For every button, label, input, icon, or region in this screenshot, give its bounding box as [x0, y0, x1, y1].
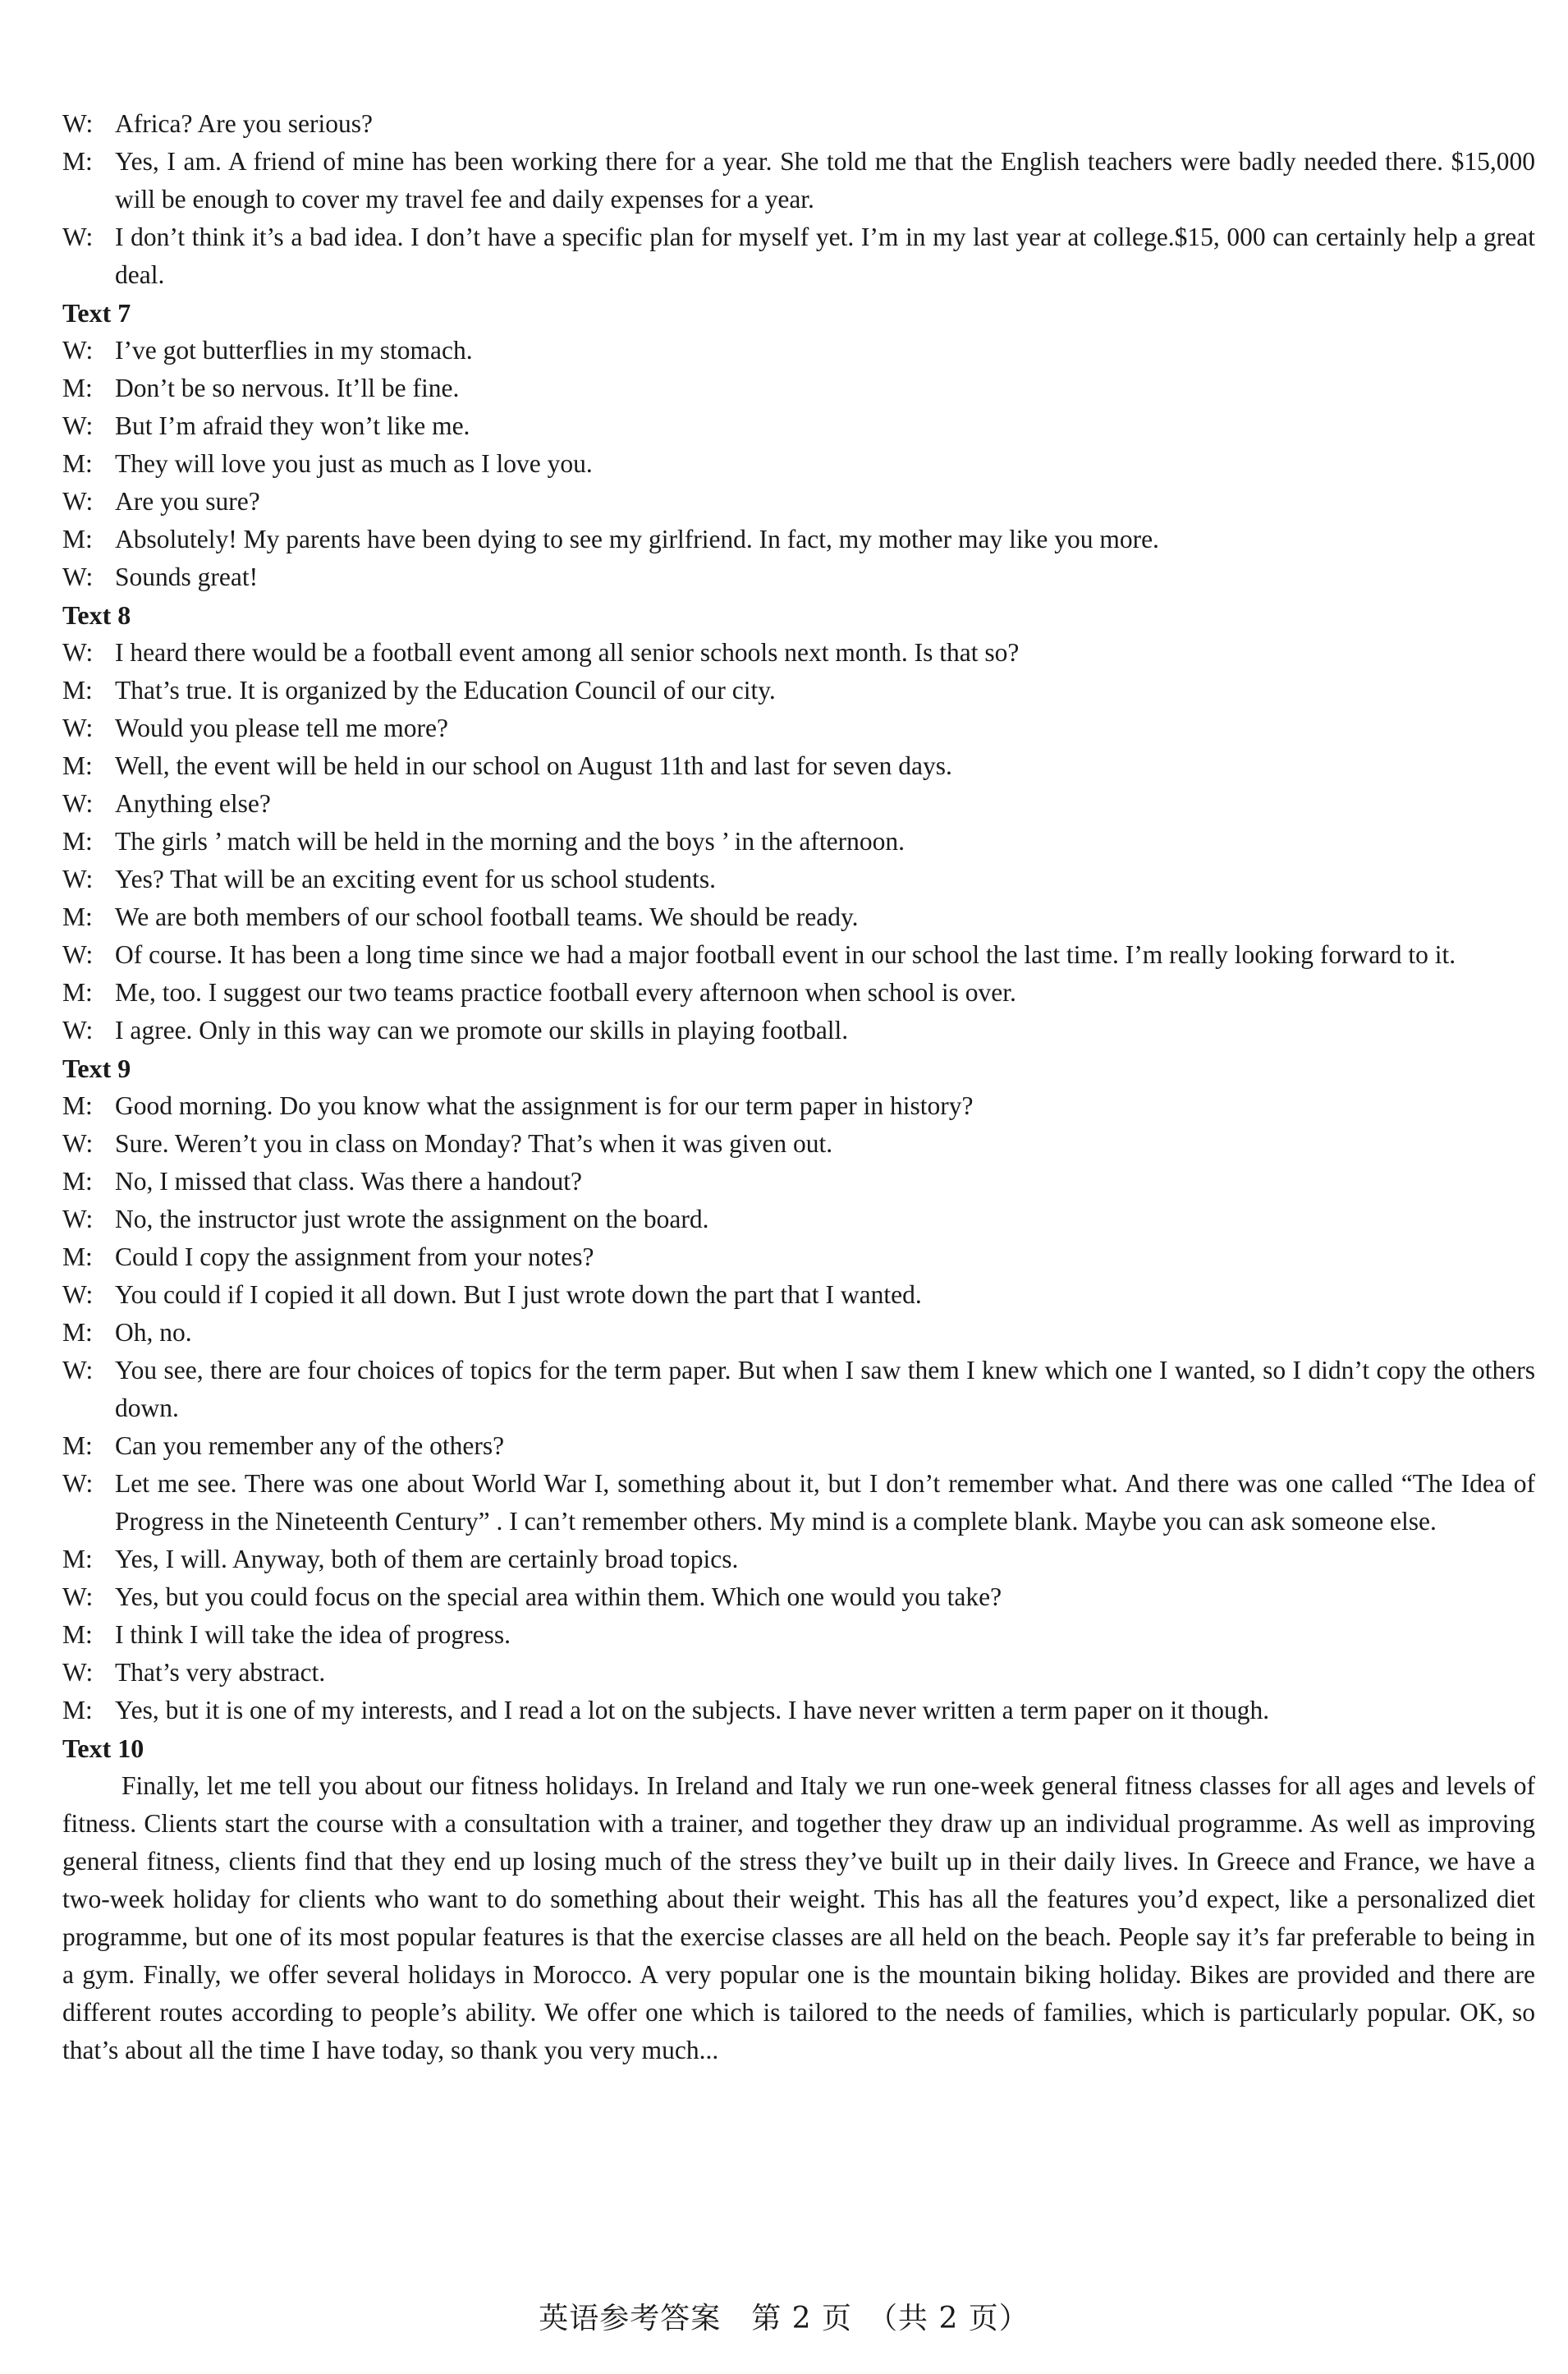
dialogue-text: Are you sure?	[115, 487, 260, 516]
speaker-label: M:	[62, 1167, 93, 1196]
speaker-label: M:	[62, 449, 93, 478]
dialogue-text: They will love you just as much as I love you.	[115, 449, 593, 478]
dialogue-text: Sure. Weren’t you in class on Monday? That’s when it was given out.	[115, 1129, 833, 1158]
dialogue-line	[62, 1125, 1535, 1163]
speaker-label: W:	[62, 865, 94, 893]
dialogue-text: That’s very abstract.	[115, 1658, 326, 1687]
dialogue-text: Would you please tell me more?	[115, 714, 448, 742]
dialogue-text: Yes, but it is one of my interests, and I read a lot on the subjects. I have never written a term paper on it though.	[115, 1696, 1270, 1724]
speaker-label: M:	[62, 1091, 93, 1120]
dialogue-text: Yes, I will. Anyway, both of them are certainly broad topics.	[115, 1545, 739, 1573]
dialogue-text: Let me see. There was one about World War I, something about it, but I don’t remember what. And there was one called “The Idea of Progress in the Nineteenth Century” . I can’t remember others. My mind is a complete blank. Maybe you can ask someone else.	[115, 1469, 1535, 1536]
dialogue-line	[62, 483, 1535, 521]
dialogue-text: Can you remember any of the others?	[115, 1431, 505, 1460]
dialogue-text: I don’t think it’s a bad idea. I don’t have a specific plan for myself yet. I’m in my last year at college.$15, 000 can certainly help a great deal.	[115, 223, 1535, 289]
dialogue-text: Of course. It has been a long time since we had a major football event in our school the last time. I’m really looking forward to it.	[115, 940, 1456, 969]
dialogue-line	[62, 1541, 1535, 1578]
dialogue-text: Well, the event will be held in our school on August 11th and last for seven days.	[115, 751, 952, 780]
dialogue-text: I think I will take the idea of progress.	[115, 1620, 511, 1649]
dialogue-line	[62, 1427, 1535, 1465]
speaker-label: M:	[62, 374, 93, 402]
dialogue-line	[62, 823, 1535, 861]
speaker-label: W:	[62, 714, 94, 742]
speaker-label: W:	[62, 1129, 94, 1158]
section-heading: Text 7	[62, 298, 131, 328]
dialogue-text: Anything else?	[115, 789, 271, 818]
dialogue-line	[62, 1352, 1535, 1427]
dialogue-text: Me, too. I suggest our two teams practice football every afternoon when school is over.	[115, 978, 1016, 1007]
speaker-label: W:	[62, 487, 94, 516]
dialogue-line	[62, 936, 1535, 974]
dialogue-text: You see, there are four choices of topics for the term paper. But when I saw them I knew which one I wanted, so I didn’t copy the others down.	[115, 1356, 1535, 1422]
dialogue-line	[62, 785, 1535, 823]
speaker-label: W:	[62, 1658, 94, 1687]
dialogue-text: Africa? Are you serious?	[115, 109, 374, 138]
speaker-label: M:	[62, 525, 93, 553]
speaker-label: M:	[62, 751, 93, 780]
dialogue-text: Sounds great!	[115, 563, 259, 591]
monologue-paragraph: Finally, let me tell you about our fitness holidays. In Ireland and Italy we run one-week general fitness classes for all ages and levels of fitness. Clients start the course with a consultation with a trainer, and together they draw up an individual programme. As well as improving general fitness, clients find that they end up losing much of the stress they’ve built up in their daily lives. In Greece and France, we have a two-week holiday for clients who want to do something about their weight. This has all the features you’d expect, like a personalized diet programme, but one of its most popular features is that the exercise classes are all held on the beach. People say it’s far preferable to being in a gym. Finally, we offer several holidays in Morocco. A very popular one is the mountain biking holiday. Bikes are provided and there are different routes according to people’s ability. We offer one which is tailored to the needs of families, which is particularly popular. OK, so that’s about all the time I have today, so thank you very much...	[62, 1771, 1535, 2064]
dialogue-line	[62, 1276, 1535, 1314]
speaker-label: W:	[62, 1469, 94, 1498]
dialogue-text: Absolutely! My parents have been dying to see my girlfriend. In fact, my mother may like you more.	[115, 525, 1159, 553]
speaker-label: M:	[62, 1242, 93, 1271]
speaker-label: W:	[62, 563, 94, 591]
dialogue-line	[62, 898, 1535, 936]
dialogue-text: No, I missed that class. Was there a handout?	[115, 1167, 582, 1196]
speaker-label: M:	[62, 1318, 93, 1347]
speaker-label: W:	[62, 336, 94, 365]
dialogue-line	[62, 445, 1535, 483]
dialogue-line	[62, 407, 1535, 445]
speaker-label: W:	[62, 1016, 94, 1045]
dialogue-text: Don’t be so nervous. It’ll be fine.	[115, 374, 460, 402]
speaker-label: M:	[62, 1431, 93, 1460]
dialogue-line	[62, 521, 1535, 558]
dialogue-line	[62, 218, 1535, 294]
dialogue-text: You could if I copied it all down. But I just wrote down the part that I wanted.	[115, 1280, 922, 1309]
speaker-label: W:	[62, 1280, 94, 1309]
page-footer: 英语参考答案 第 2 页 （共 2 页）	[539, 2302, 1029, 2335]
dialogue-line	[62, 1314, 1535, 1352]
dialogue-line	[62, 1012, 1535, 1049]
speaker-label: M:	[62, 676, 93, 705]
speaker-label: W:	[62, 1356, 94, 1384]
speaker-label: W:	[62, 411, 94, 440]
speaker-label: M:	[62, 978, 93, 1007]
dialogue-line	[62, 1201, 1535, 1238]
dialogue-line	[62, 143, 1535, 218]
section-heading: Text 10	[62, 1733, 144, 1763]
dialogue-line	[62, 1654, 1535, 1692]
dialogue-text: Yes, but you could focus on the special area within them. Which one would you take?	[115, 1582, 1002, 1611]
dialogue-text: Good morning. Do you know what the assignment is for our term paper in history?	[115, 1091, 974, 1120]
speaker-label: W:	[62, 940, 94, 969]
dialogue-line	[62, 370, 1535, 407]
dialogue-line	[62, 1238, 1535, 1276]
dialogue-text: But I’m afraid they won’t like me.	[115, 411, 470, 440]
dialogue-line	[62, 1578, 1535, 1616]
dialogue-line	[62, 974, 1535, 1012]
speaker-label: M:	[62, 147, 93, 176]
dialogue-line	[62, 709, 1535, 747]
dialogue-line	[62, 332, 1535, 370]
dialogue-line	[62, 861, 1535, 898]
dialogue-text: I agree. Only in this way can we promote our skills in playing football.	[115, 1016, 849, 1045]
dialogue-line	[62, 1087, 1535, 1125]
dialogue-text: That’s true. It is organized by the Education Council of our city.	[115, 676, 776, 705]
dialogue-line	[62, 105, 1535, 143]
speaker-label: M:	[62, 902, 93, 931]
dialogue-line	[62, 747, 1535, 785]
dialogue-line	[62, 558, 1535, 596]
dialogue-text: Could I copy the assignment from your notes?	[115, 1242, 594, 1271]
speaker-label: M:	[62, 1545, 93, 1573]
dialogue-line	[62, 672, 1535, 709]
speaker-label: W:	[62, 1582, 94, 1611]
speaker-label: W:	[62, 638, 94, 667]
speaker-label: M:	[62, 1696, 93, 1724]
answer-key-page	[62, 105, 1535, 2069]
dialogue-text: The girls ’ match will be held in the morning and the boys ’ in the afternoon.	[115, 827, 905, 856]
dialogue-text: Yes, I am. A friend of mine has been working there for a year. She told me that the English teachers were badly needed there. $15,000 will be enough to cover my travel fee and daily expenses for a year.	[115, 147, 1535, 214]
dialogue-text: I’ve got butterflies in my stomach.	[115, 336, 473, 365]
speaker-label: M:	[62, 1620, 93, 1649]
dialogue-text: I heard there would be a football event among all senior schools next month. Is that so?	[115, 638, 1020, 667]
dialogue-text: We are both members of our school football teams. We should be ready.	[115, 902, 859, 931]
speaker-label: W:	[62, 789, 94, 818]
dialogue-line	[62, 1163, 1535, 1201]
section-heading: Text 8	[62, 600, 131, 630]
speaker-label: W:	[62, 1205, 94, 1233]
speaker-label: W:	[62, 223, 94, 251]
dialogue-line	[62, 1616, 1535, 1654]
dialogue-line	[62, 634, 1535, 672]
dialogue-text: No, the instructor just wrote the assignment on the board.	[115, 1205, 709, 1233]
speaker-label: M:	[62, 827, 93, 856]
section-heading: Text 9	[62, 1054, 131, 1083]
dialogue-text: Yes? That will be an exciting event for us school students.	[115, 865, 716, 893]
dialogue-text: Oh, no.	[115, 1318, 192, 1347]
dialogue-line	[62, 1692, 1535, 1729]
speaker-label: W:	[62, 109, 94, 138]
dialogue-line	[62, 1465, 1535, 1541]
